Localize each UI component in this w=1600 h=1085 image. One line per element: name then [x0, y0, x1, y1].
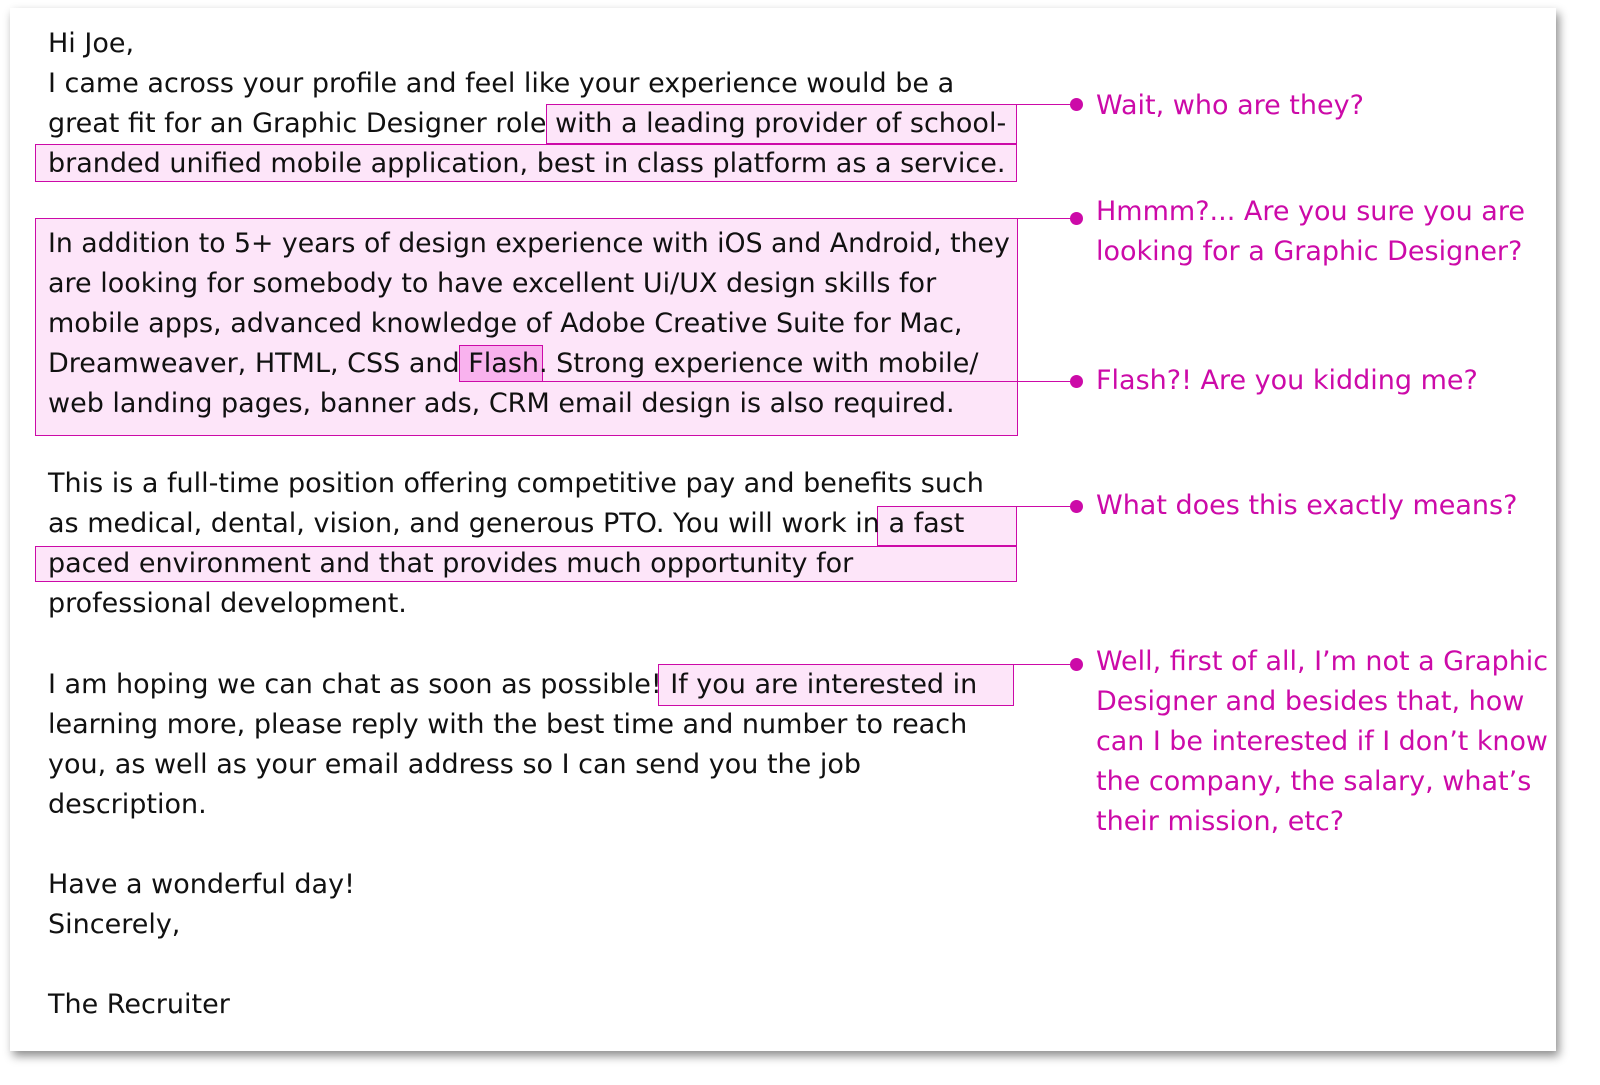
letter-line: This is a full-time position offering competitive pay and benefits such: [48, 468, 984, 499]
letter-line: I came across your profile and feel like your experience would be a: [48, 68, 955, 99]
connector-line: [1018, 218, 1076, 219]
annotation-text: What does this exactly means?: [1096, 490, 1518, 521]
letter-line: as medical, dental, vision, and generous PTO. You will work in a fast: [48, 508, 965, 539]
connector-line: [1017, 104, 1076, 105]
annotation-text: Flash?! Are you kidding me?: [1096, 365, 1478, 396]
connector-dot: [1070, 375, 1083, 388]
connector-dot: [1070, 500, 1083, 513]
connector-line: [1014, 664, 1076, 665]
connector-line: [1017, 506, 1076, 507]
letter-line: description.: [48, 789, 207, 820]
letter-line: web landing pages, banner ads, CRM email design is also required.: [48, 388, 955, 419]
letter-line: I am hoping we can chat as soon as possible! If you are interested in: [48, 669, 978, 700]
letter-line: are looking for somebody to have excellent Ui/UX design skills for: [48, 268, 937, 299]
letter-line: paced environment and that provides much opportunity for: [48, 548, 854, 579]
letter-signoff: Sincerely,: [48, 909, 181, 940]
letter-closing: Have a wonderful day!: [48, 869, 355, 900]
letter-line: learning more, please reply with the best time and number to reach: [48, 709, 968, 740]
letter-line: professional development.: [48, 588, 407, 619]
connector-dot: [1070, 98, 1083, 111]
annotation-text: Wait, who are they?: [1096, 90, 1364, 121]
annotation-text: their mission, etc?: [1096, 806, 1345, 837]
letter-line: great fit for an Graphic Designer role with a leading provider of school-: [48, 108, 1007, 139]
letter-line: you, as well as your email address so I can send you the job: [48, 749, 861, 780]
annotation-text: the company, the salary, what’s: [1096, 766, 1532, 797]
letter-line: Dreamweaver, HTML, CSS and Flash. Strong experience with mobile/: [48, 348, 979, 379]
annotation-text: Hmmm?... Are you sure you are: [1096, 196, 1525, 227]
letter-line: branded unified mobile application, best in class platform as a service.: [48, 148, 1006, 179]
annotation-text: can I be interested if I don’t know: [1096, 726, 1548, 757]
letter-greeting: Hi Joe,: [48, 28, 135, 59]
connector-dot: [1070, 212, 1083, 225]
connector-dot: [1070, 658, 1083, 671]
letter-line: In addition to 5+ years of design experience with iOS and Android, they: [48, 228, 1010, 259]
annotation-text: Well, first of all, I’m not a Graphic: [1096, 646, 1549, 677]
annotation-text: looking for a Graphic Designer?: [1096, 236, 1523, 267]
letter-line: mobile apps, advanced knowledge of Adobe Creative Suite for Mac,: [48, 308, 963, 339]
letter-signature: The Recruiter: [48, 989, 230, 1020]
annotation-text: Designer and besides that, how: [1096, 686, 1525, 717]
